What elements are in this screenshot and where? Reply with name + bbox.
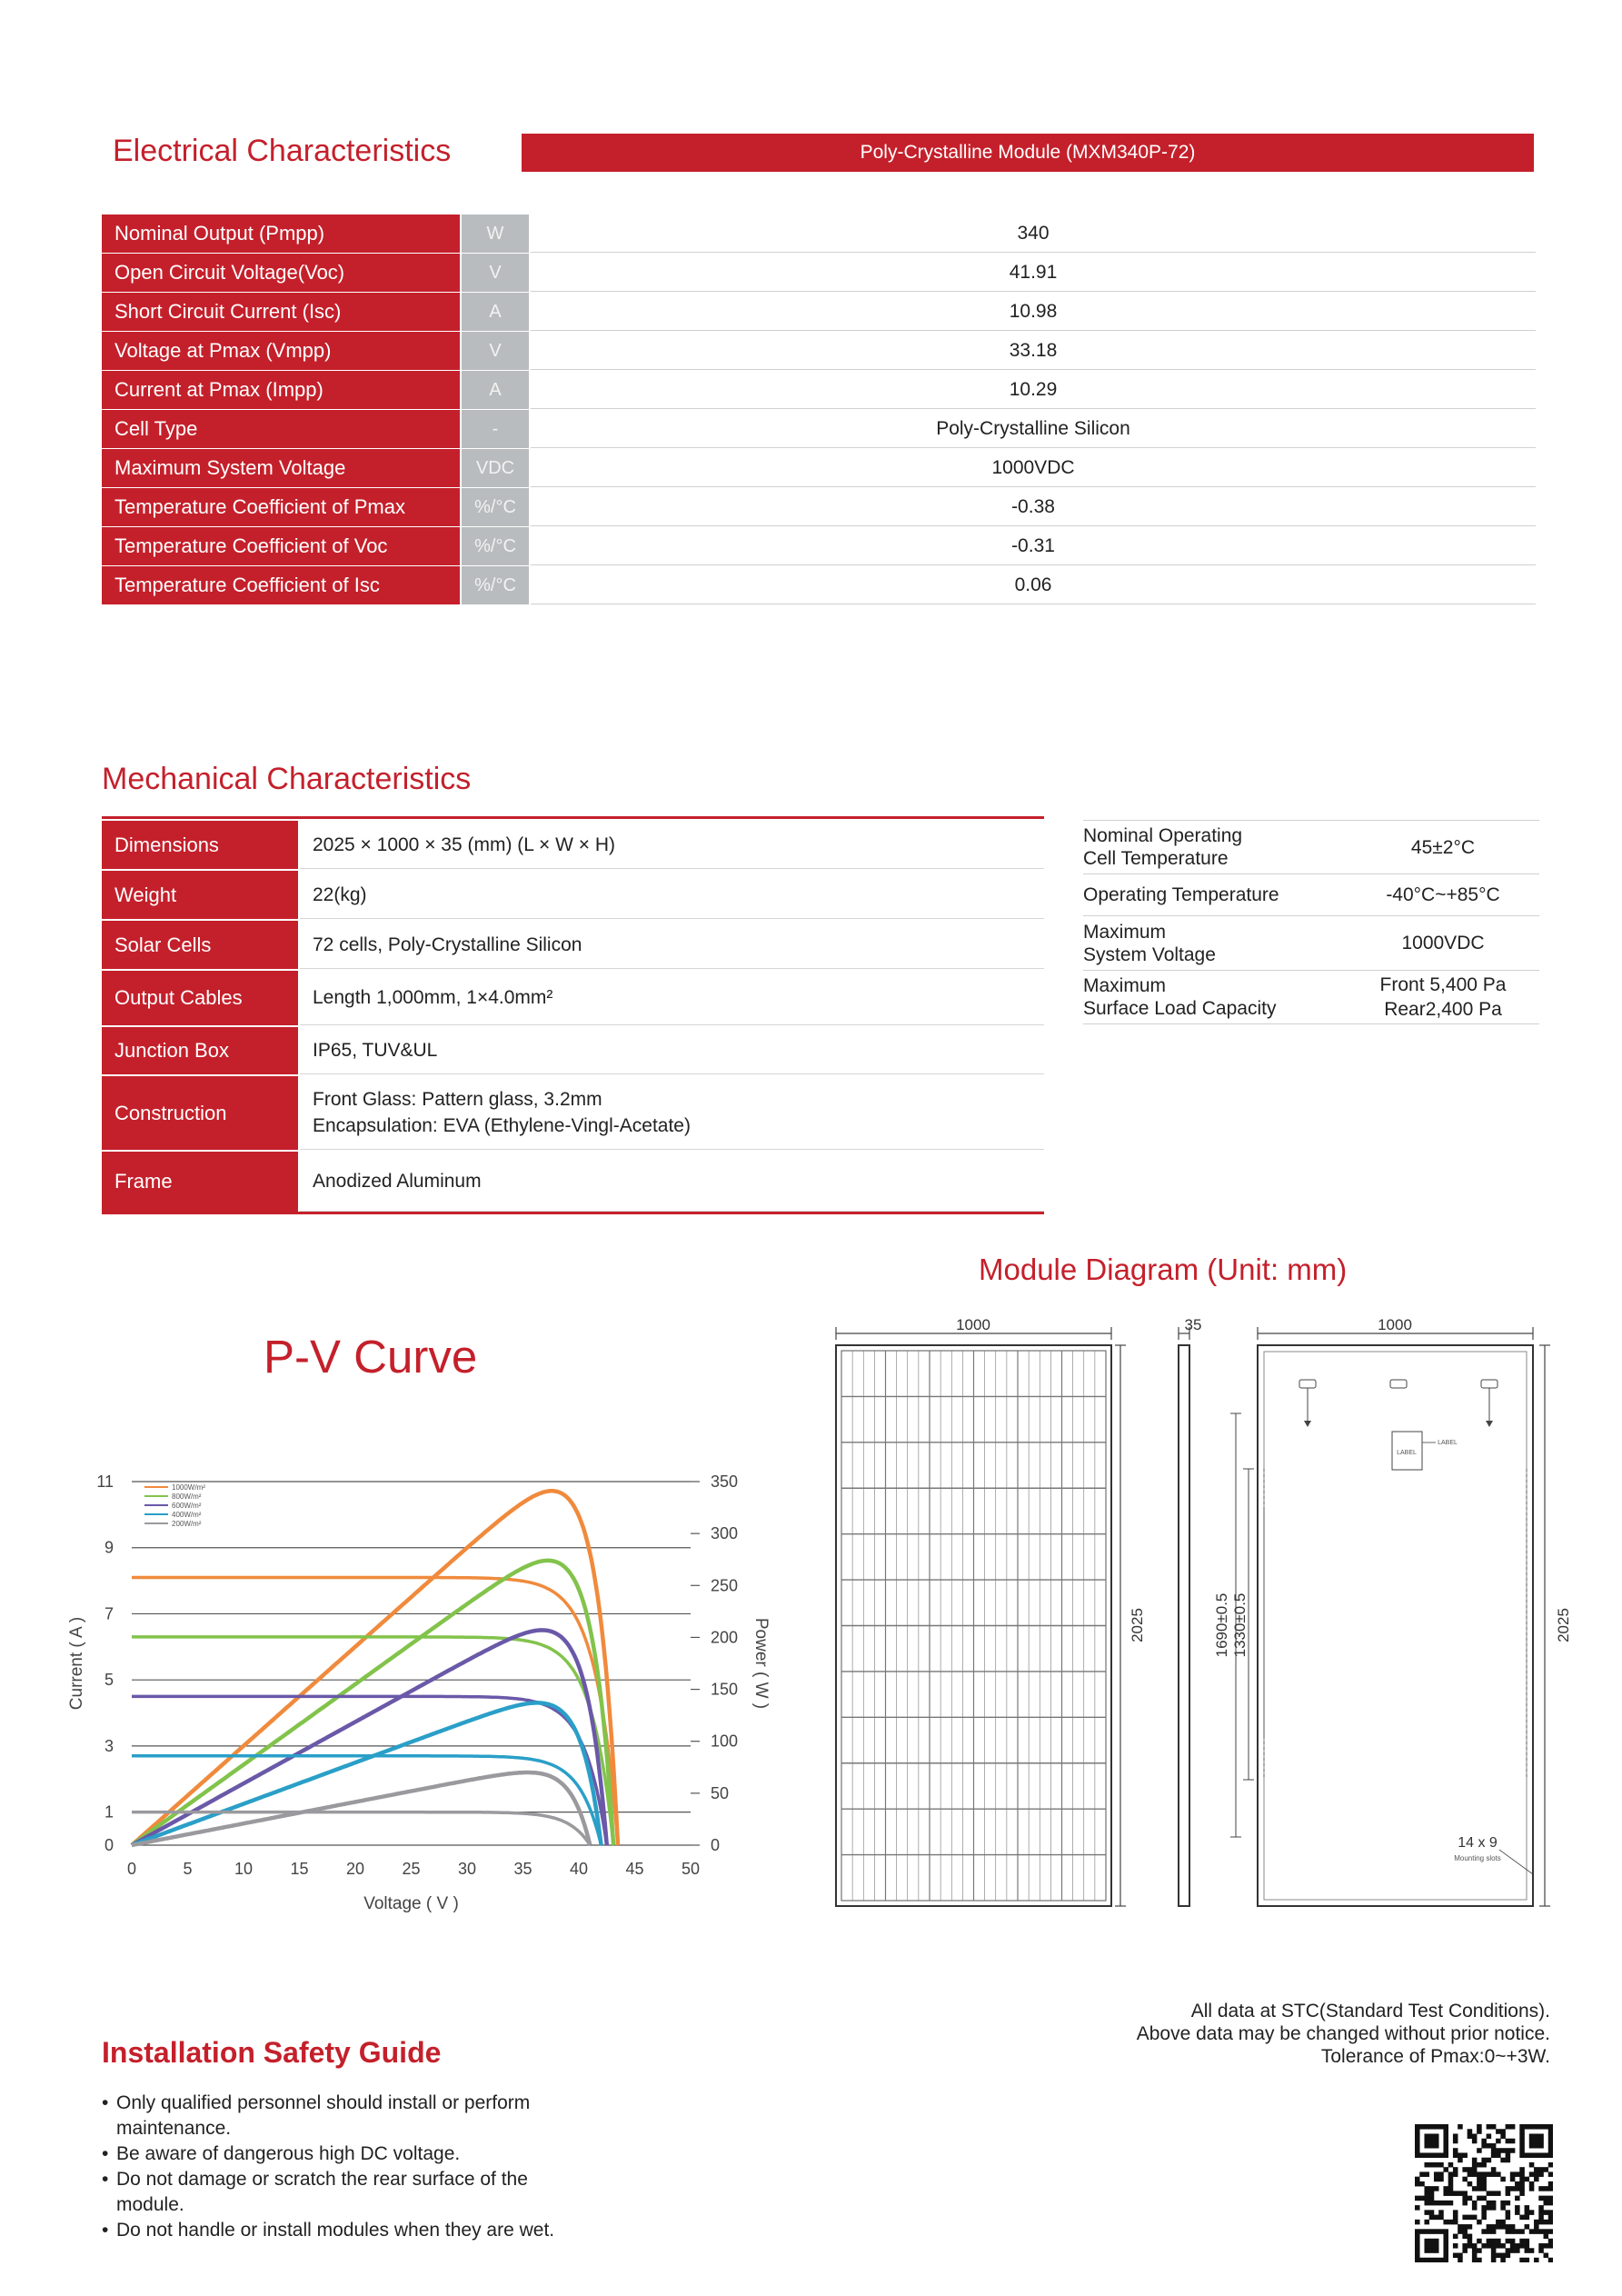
operating-value-line: 45±2°C xyxy=(1410,836,1476,858)
mechanical-title: Mechanical Characteristics xyxy=(102,762,472,796)
front-view xyxy=(836,1318,1146,1906)
y-right-tick-label: 300 xyxy=(711,1524,739,1543)
pv-curve-chart xyxy=(55,1454,772,1927)
x-tick-label: 5 xyxy=(183,1860,193,1878)
mechanical-value-line: Encapsulation: EVA (Ethylene-Vingl-Acetate) xyxy=(313,1115,691,1136)
safety-guide-text: Do not damage or scratch the rear surface of the module. xyxy=(116,2169,528,2215)
electrical-row-value: -0.38 xyxy=(531,488,1536,526)
mechanical-top-rule xyxy=(102,816,1044,819)
back-width-label: 1000 xyxy=(1378,1318,1412,1333)
y-left-tick-label: 7 xyxy=(104,1604,114,1623)
electrical-header: Poly-Crystalline Module (MXM340P-72) xyxy=(522,134,1534,172)
electrical-row-label: Nominal Output (Pmpp) xyxy=(102,215,460,253)
operating-row-value xyxy=(1347,821,1539,873)
electrical-row xyxy=(102,215,1536,253)
operating-label-line: Maximum xyxy=(1083,921,1167,943)
electrical-row-value: 10.29 xyxy=(531,371,1536,409)
electrical-row-unit: V xyxy=(462,332,529,370)
operating-label-line: Maximum xyxy=(1083,975,1167,996)
electrical-row-unit: - xyxy=(462,410,529,448)
electrical-row xyxy=(102,371,1536,409)
mechanical-row-label: Output Cables xyxy=(102,971,298,1025)
electrical-row-value: 33.18 xyxy=(531,332,1536,370)
x-tick-label: 35 xyxy=(513,1860,532,1878)
hole-dim-2: 1330±0.5 xyxy=(1231,1592,1249,1658)
pv-curve-title: P-V Curve xyxy=(264,1331,478,1383)
operating-value-line: -40°C~+85°C xyxy=(1386,884,1500,905)
electrical-row-label: Open Circuit Voltage(Voc) xyxy=(102,254,460,292)
legend-label: 400W/m² xyxy=(172,1511,202,1519)
x-tick-label: 15 xyxy=(290,1860,309,1878)
legend-label: 200W/m² xyxy=(172,1520,202,1528)
y-left-tick-label: 9 xyxy=(104,1538,114,1557)
mechanical-row-value xyxy=(300,821,1044,869)
mechanical-row-value xyxy=(300,1152,1044,1212)
operating-value-line: 1000VDC xyxy=(1401,933,1485,953)
x-tick-label: 30 xyxy=(457,1860,477,1878)
bullet-icon: • xyxy=(102,2092,109,2113)
electrical-row-label: Maximum System Voltage xyxy=(102,449,460,487)
operating-row-label xyxy=(1083,971,1347,1023)
qr-code-image[interactable] xyxy=(1415,2124,1553,2262)
mechanical-row-label: Weight xyxy=(102,871,298,919)
operating-label-line: Cell Temperature xyxy=(1083,848,1229,869)
electrical-row-label: Temperature Coefficient of Pmax xyxy=(102,488,460,526)
mechanical-row xyxy=(102,921,1044,969)
y-right-tick-label: 250 xyxy=(711,1576,739,1595)
mechanical-value-line: 2025 × 1000 × 35 (mm) (L × W × H) xyxy=(313,834,616,855)
electrical-row-unit: %/°C xyxy=(462,527,529,565)
y-right-tick-label: 350 xyxy=(711,1472,739,1491)
electrical-row-unit: W xyxy=(462,215,529,253)
operating-row-label xyxy=(1083,916,1347,970)
x-tick-label: 45 xyxy=(625,1860,644,1878)
mechanical-row-label: Construction xyxy=(102,1076,298,1150)
mechanical-value-line: 72 cells, Poly-Crystalline Silicon xyxy=(313,933,582,955)
mechanical-row-label: Frame xyxy=(102,1152,298,1212)
iv-curve-line xyxy=(132,1812,590,1845)
mechanical-row xyxy=(102,1027,1044,1074)
safety-guide-text: Do not handle or install modules when they are wet. xyxy=(116,2220,555,2241)
bullet-icon: • xyxy=(102,2169,109,2190)
label-tag: LABEL xyxy=(1397,1450,1417,1456)
mechanical-row-label: Junction Box xyxy=(102,1027,298,1074)
electrical-row-value: -0.31 xyxy=(531,527,1536,565)
y-right-tick-label: 100 xyxy=(711,1732,739,1751)
electrical-row xyxy=(102,332,1536,370)
safety-guide-title: Installation Safety Guide xyxy=(102,2036,442,2069)
electrical-row xyxy=(102,449,1536,487)
safety-guide-text: Only qualified personnel should install or perform maintenance. xyxy=(116,2092,531,2139)
operating-row-value xyxy=(1347,874,1539,915)
electrical-row xyxy=(102,293,1536,331)
x-tick-label: 20 xyxy=(345,1860,365,1878)
operating-row xyxy=(1083,874,1539,916)
electrical-row-value: 0.06 xyxy=(531,566,1536,604)
x-axis-label: Voltage ( V ) xyxy=(363,1894,459,1913)
mechanical-row-value xyxy=(300,1027,1044,1074)
mechanical-row-value xyxy=(300,971,1044,1025)
mechanical-value-line: Anodized Aluminum xyxy=(313,1171,482,1192)
operating-row xyxy=(1083,821,1539,874)
x-tick-label: 10 xyxy=(234,1860,254,1878)
legend-label: 1000W/m² xyxy=(172,1483,205,1492)
y-left-tick-label: 1 xyxy=(104,1802,114,1822)
mechanical-row-value xyxy=(300,1076,1044,1150)
operating-row xyxy=(1083,916,1539,971)
operating-row xyxy=(1083,971,1539,1024)
safety-guide-item xyxy=(102,2141,556,2167)
electrical-row-unit: V xyxy=(462,254,529,292)
electrical-row-value: Poly-Crystalline Silicon xyxy=(531,410,1536,448)
safety-guide-item xyxy=(102,2167,556,2218)
front-width-label: 1000 xyxy=(956,1318,990,1333)
safety-guide-item xyxy=(102,2091,556,2141)
note-line-1: All data at STC(Standard Test Conditions). xyxy=(1190,2001,1550,2021)
electrical-row-unit: A xyxy=(462,371,529,409)
slots-sublabel: Mounting slots xyxy=(1454,1854,1501,1862)
operating-label-line: System Voltage xyxy=(1083,943,1216,965)
mechanical-row-value xyxy=(300,871,1044,919)
operating-row-value xyxy=(1347,971,1539,1023)
electrical-row-unit: %/°C xyxy=(462,566,529,604)
x-tick-label: 40 xyxy=(569,1860,589,1878)
mechanical-row xyxy=(102,871,1044,919)
operating-label-line: Surface Load Capacity xyxy=(1083,998,1277,1019)
bullet-icon: • xyxy=(102,2220,109,2241)
module-diagram xyxy=(818,1318,1581,1941)
mechanical-row xyxy=(102,821,1044,869)
electrical-row-label: Temperature Coefficient of Isc xyxy=(102,566,460,604)
safety-guide-list xyxy=(102,2091,556,2243)
electrical-row xyxy=(102,566,1536,604)
electrical-row-unit: VDC xyxy=(462,449,529,487)
back-length-label: 2025 xyxy=(1555,1608,1572,1642)
mechanical-row xyxy=(102,1076,1044,1150)
operating-value-line: Rear2,400 Pa xyxy=(1384,999,1502,1020)
note-line-3: Tolerance of Pmax:0~+3W. xyxy=(1320,2046,1550,2067)
x-tick-label: 25 xyxy=(402,1860,421,1878)
electrical-row-value: 340 xyxy=(531,215,1536,253)
depth-label: 35 xyxy=(1184,1318,1202,1333)
electrical-row-label: Cell Type xyxy=(102,410,460,448)
safety-guide-item xyxy=(102,2218,556,2243)
electrical-row-value: 41.91 xyxy=(531,254,1536,292)
diagram-title: Module Diagram (Unit: mm) xyxy=(979,1253,1348,1286)
electrical-title: Electrical Characteristics xyxy=(113,134,452,168)
x-tick-label: 50 xyxy=(681,1860,701,1878)
electrical-row-label: Short Circuit Current (Isc) xyxy=(102,293,460,331)
electrical-row xyxy=(102,527,1536,565)
electrical-row-unit: %/°C xyxy=(462,488,529,526)
operating-label-line: Operating Temperature xyxy=(1083,884,1279,905)
note-line-2: Above data may be changed without prior notice. xyxy=(1136,2023,1550,2044)
y-left-tick-label: 5 xyxy=(104,1671,114,1690)
y-right-tick-label: 150 xyxy=(711,1680,739,1699)
mechanical-value-line: Length 1,000mm, 1×4.0mm² xyxy=(313,987,553,1008)
electrical-row-value: 10.98 xyxy=(531,293,1536,331)
mechanical-value-line: Front Glass: Pattern glass, 3.2mm xyxy=(313,1089,602,1110)
legend-label: 600W/m² xyxy=(172,1502,202,1510)
mechanical-bottom-rule xyxy=(102,1212,1044,1214)
mechanical-value-line: 22(kg) xyxy=(313,883,367,905)
slots-label: 14 x 9 xyxy=(1458,1835,1498,1851)
hole-dim-1: 1690±0.5 xyxy=(1213,1592,1230,1658)
electrical-row-unit: A xyxy=(462,293,529,331)
side-view xyxy=(1179,1318,1201,1906)
operating-row-label xyxy=(1083,821,1347,873)
y-left-tick-label: 0 xyxy=(104,1836,114,1854)
electrical-row-value: 1000VDC xyxy=(531,449,1536,487)
operating-row-value xyxy=(1347,916,1539,970)
y-right-tick-label: 200 xyxy=(711,1628,739,1647)
electrical-row xyxy=(102,254,1536,292)
electrical-row-label: Voltage at Pmax (Vmpp) xyxy=(102,332,460,370)
mechanical-row xyxy=(102,1152,1044,1212)
stc-notes xyxy=(1137,2000,1550,2068)
y-left-tick-label: 11 xyxy=(96,1472,114,1491)
y-left-tick-label: 3 xyxy=(104,1736,114,1755)
mechanical-row-label: Dimensions xyxy=(102,821,298,869)
electrical-row-label: Temperature Coefficient of Voc xyxy=(102,527,460,565)
front-length-label: 2025 xyxy=(1129,1608,1146,1642)
back-view xyxy=(1213,1318,1572,1906)
mechanical-row-label: Solar Cells xyxy=(102,921,298,969)
electrical-row xyxy=(102,410,1536,448)
legend-label: 800W/m² xyxy=(172,1492,202,1501)
mechanical-value-line: IP65, TUV&UL xyxy=(313,1040,438,1061)
bullet-icon: • xyxy=(102,2143,109,2164)
y-right-tick-label: 50 xyxy=(711,1783,730,1802)
mechanical-row xyxy=(102,971,1044,1025)
operating-row-label xyxy=(1083,874,1347,915)
operating-label-line: Nominal Operating xyxy=(1083,825,1243,846)
mechanical-row-value xyxy=(300,921,1044,969)
electrical-row-label: Current at Pmax (Impp) xyxy=(102,371,460,409)
safety-guide-text: Be aware of dangerous high DC voltage. xyxy=(116,2143,461,2164)
y-right-axis-label: Power ( W ) xyxy=(751,1617,771,1710)
y-left-axis-label: Current ( A ) xyxy=(67,1616,86,1711)
x-tick-label: 0 xyxy=(126,1860,137,1878)
label-tag-callout: LABEL xyxy=(1438,1440,1458,1446)
operating-value-line: Front 5,400 Pa xyxy=(1379,974,1507,995)
electrical-row xyxy=(102,488,1536,526)
y-right-tick-label: 0 xyxy=(711,1836,721,1854)
